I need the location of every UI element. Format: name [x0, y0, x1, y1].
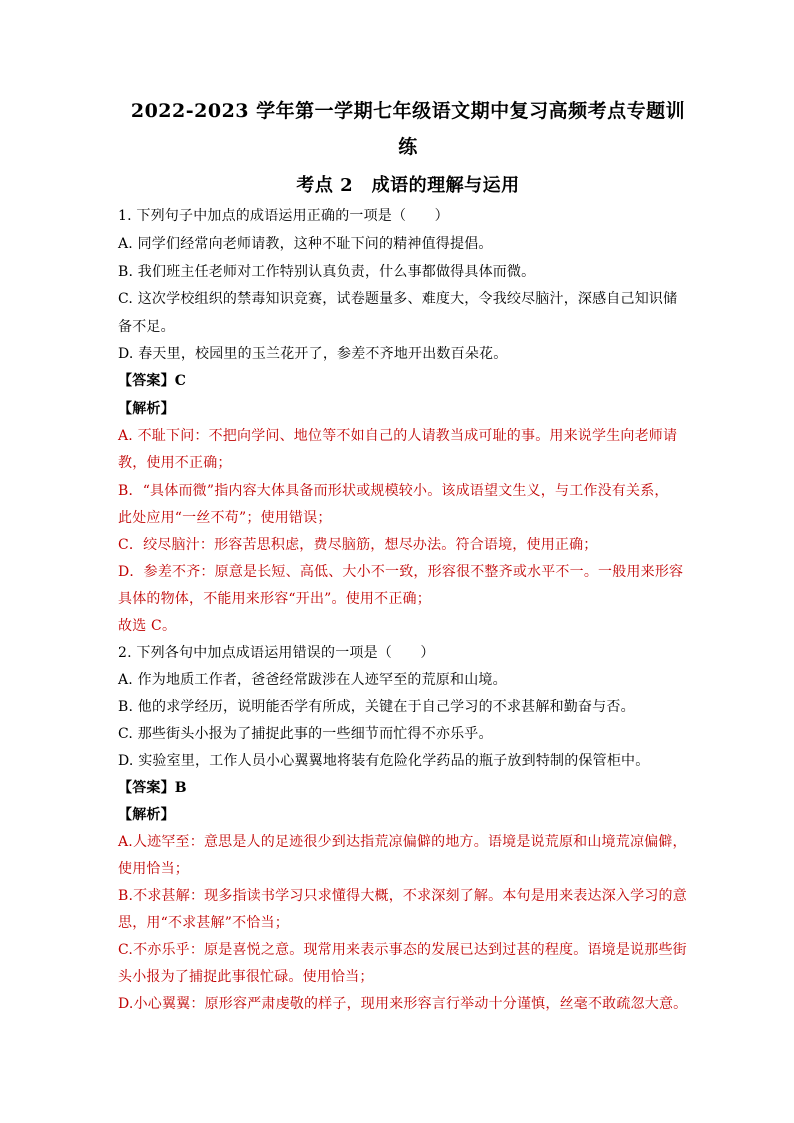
q1-analysis-line7: 具体的物体，不能用来形容“开出”。使用不正确； — [118, 591, 431, 607]
q2-analysis-label: 【解析】 — [118, 807, 175, 823]
q1-option-c-line2: 备不足。 — [118, 319, 175, 335]
document-subtitle: 考点 2 成语的理解与运用 — [296, 175, 520, 196]
q2-analysis-line4: 思，用“不求甚解”不恰当； — [118, 915, 289, 931]
q1-analysis-label: 【解析】 — [118, 401, 175, 417]
q2-answer: 【答案】B — [118, 780, 187, 796]
q2-option-a: A. 作为地质工作者，爸爸经常跋涉在人迹罕至的荒原和山境。 — [118, 672, 507, 688]
q2-stem: 2. 下列各句中加点成语运用错误的一项是（ ） — [118, 645, 435, 661]
q1-analysis-line3: B．“具体而微”指内容大体具备而形状或规模较小。该成语望文生义，与工作没有关系， — [118, 483, 669, 499]
q2-analysis-line6: 头小报为了捕捉此事很忙碌。使用恰当； — [118, 969, 374, 985]
document-title-line2: 练 — [398, 136, 418, 158]
q2-option-c: C. 那些街头小报为了捕捉此事的一些细节而忙得不亦乐乎。 — [118, 726, 493, 742]
q1-option-a: A. 同学们经常向老师请教，这种不耻下问的精神值得提倡。 — [118, 236, 493, 252]
q2-analysis-line3: B.不求甚解：现多指读书学习只求懂得大概，不求深刻了解。本句是用来表达深入学习的意 — [118, 888, 687, 904]
document-title-line1: 2022-2023 学年第一学期七年级语文期中复习高频考点专题训 — [130, 100, 686, 122]
q2-analysis-line5: C.不亦乐乎：原是喜悦之意。现常用来表示事态的发展已达到过甚的程度。语境是说那些街 — [118, 942, 687, 958]
q1-analysis-line4: 此处应用“一丝不苟”；使用错误； — [118, 510, 332, 526]
q1-analysis-line1: A. 不耻下问：不把向学问、地位等不如自己的人请教当成可耻的事。用来说学生向老师请 — [118, 428, 678, 444]
q1-analysis-line6: D．参差不齐：原意是长短、高低、大小不一致，形容很不整齐或水平不一。一般用来形容 — [118, 564, 684, 580]
q1-analysis-line2: 教，使用不正确； — [118, 455, 232, 471]
q2-analysis-line7: D.小心翼翼：原形容严肃虔敬的样子，现用来形容言行举动十分谨慎，丝毫不敢疏忽大意。 — [118, 996, 688, 1012]
q2-option-d: D. 实验室里，工作人员小心翼翼地将装有危险化学药品的瓶子放到特制的保管柜中。 — [118, 753, 650, 769]
q2-analysis-line1: A.人迹罕至：意思是人的足迹很少到达指荒凉偏僻的地方。语境是说荒原和山境荒凉偏僻， — [118, 834, 687, 850]
q2-analysis-line2: 使用恰当； — [118, 861, 189, 877]
q1-analysis-line5: C．绞尽脑汁：形容苦思积虑，费尽脑筋，想尽办法。符合语境，使用正确； — [118, 537, 598, 553]
q1-stem: 1. 下列句子中加点的成语运用正确的一项是（ ） — [118, 208, 449, 224]
q1-option-c-line1: C. 这次学校组织的禁毒知识竞赛，试卷题量多、难度大，令我绞尽脑汁，深感自己知识储 — [118, 291, 678, 307]
q1-answer: 【答案】C — [118, 373, 187, 389]
q1-option-b: B. 我们班主任老师对工作特别认真负责，什么事都做得具体而微。 — [118, 264, 536, 280]
q2-option-b: B. 他的求学经历，说明能否学有所成，关键在于自己学习的不求甚解和勤奋与否。 — [118, 699, 635, 715]
q1-option-d: D. 春天里，校园里的玉兰花开了，参差不齐地开出数百朵花。 — [118, 346, 508, 362]
q1-analysis-line8: 故选 C。 — [118, 618, 177, 634]
